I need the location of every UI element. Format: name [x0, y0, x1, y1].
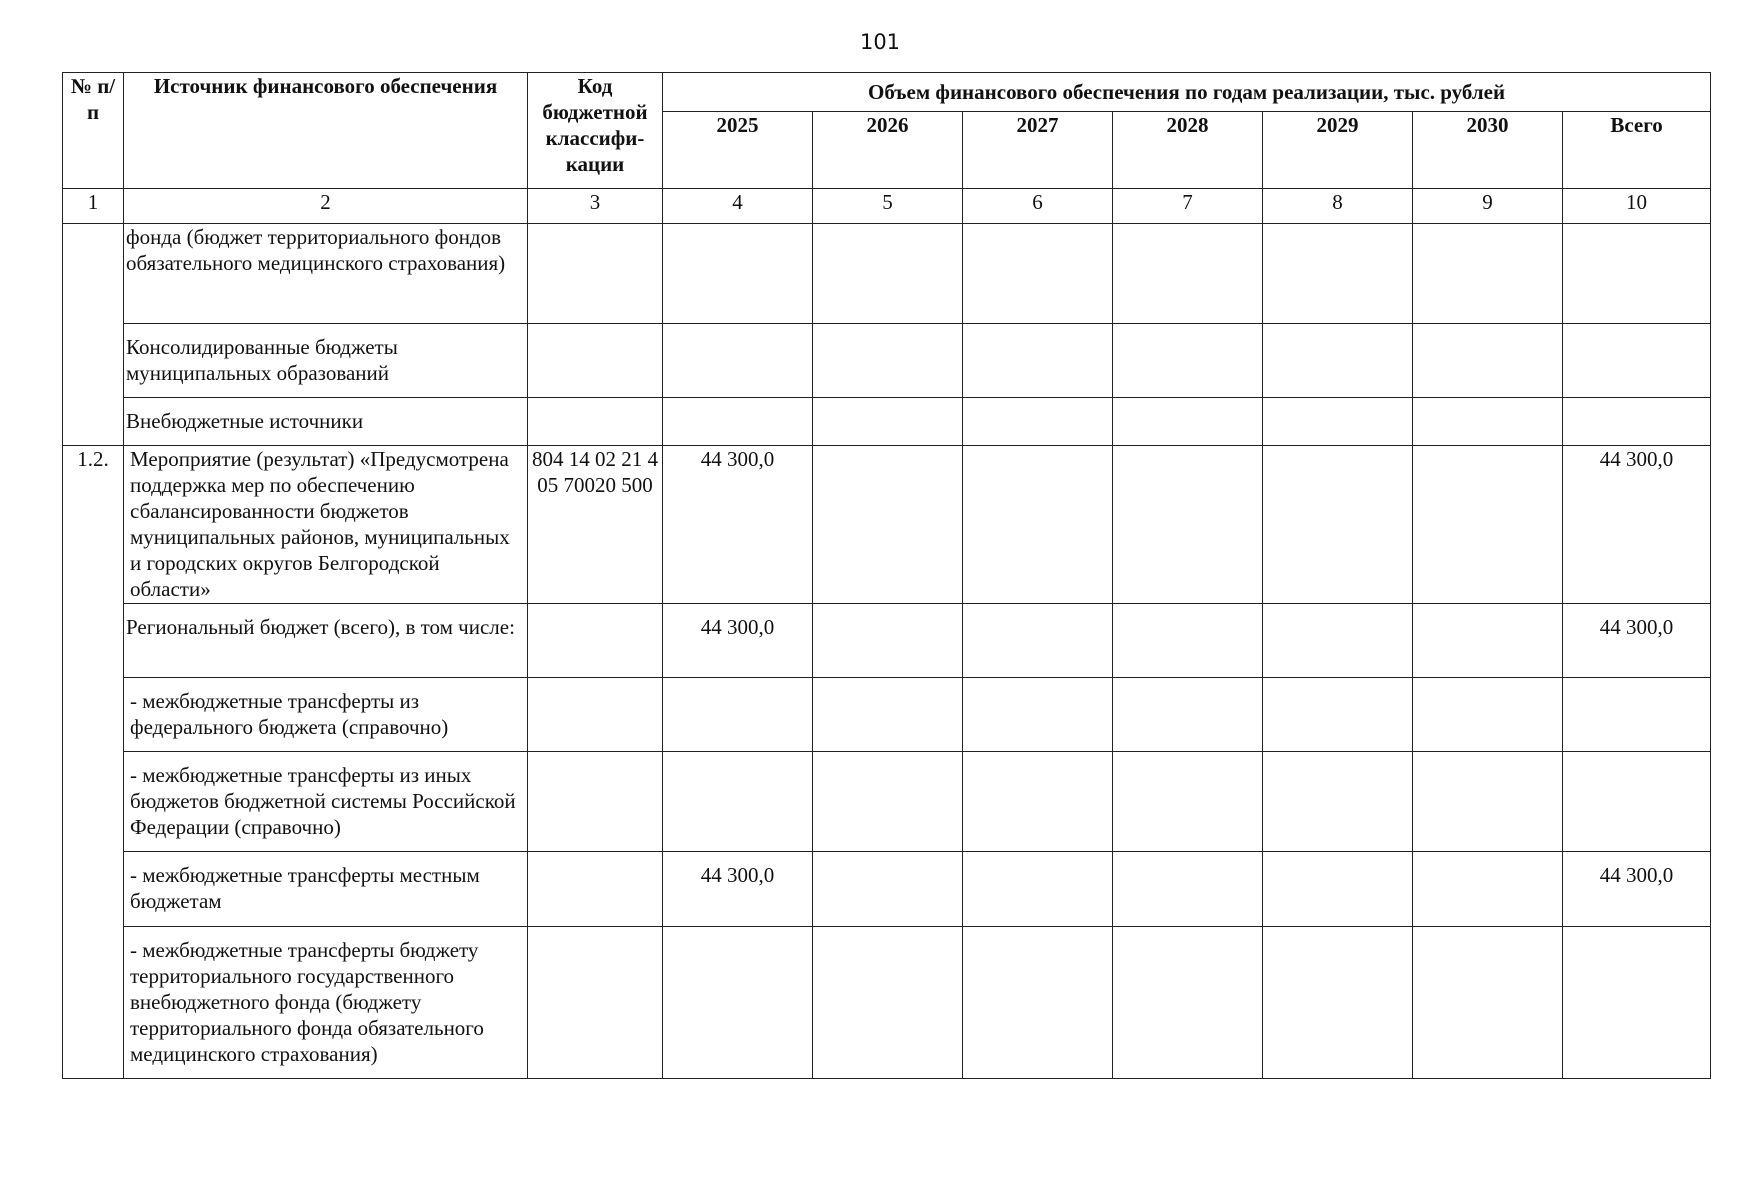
row-value [1563, 752, 1711, 852]
row-value [1413, 752, 1563, 852]
row-value: 44 300,0 [663, 446, 813, 604]
row-source: - межбюджетные трансферты из федерального бюджета (справочно) [124, 678, 528, 752]
header-source: Источник финансового обеспечения [124, 73, 528, 189]
row-value [1113, 324, 1263, 398]
row-value [663, 678, 813, 752]
row-value: 44 300,0 [1563, 446, 1711, 604]
row-value [963, 752, 1113, 852]
header-volume: Объем финансового обеспечения по годам реализации, тыс. рублей [663, 73, 1711, 112]
column-number: 8 [1263, 189, 1413, 224]
row-num [63, 224, 124, 446]
column-number: 7 [1113, 189, 1263, 224]
row-code [528, 604, 663, 678]
column-number: 10 [1563, 189, 1711, 224]
row-value: 44 300,0 [1563, 604, 1711, 678]
header-year: 2028 [1113, 112, 1263, 189]
row-value [1413, 927, 1563, 1079]
row-value [1263, 852, 1413, 927]
row-value [1113, 678, 1263, 752]
row-value [963, 678, 1113, 752]
row-value [1563, 324, 1711, 398]
row-value: 44 300,0 [663, 852, 813, 927]
row-value [1563, 224, 1711, 324]
table-row [63, 852, 1711, 927]
header-year: 2025 [663, 112, 813, 189]
row-source: Консолидированные бюджеты муниципальных образований [124, 324, 528, 398]
row-value [1113, 446, 1263, 604]
row-value [1413, 398, 1563, 446]
row-code [528, 678, 663, 752]
row-value [663, 927, 813, 1079]
row-value [813, 324, 963, 398]
table-row [63, 678, 1711, 752]
column-number: 1 [63, 189, 124, 224]
row-value [963, 604, 1113, 678]
row-value [1263, 446, 1413, 604]
row-value [1263, 324, 1413, 398]
header-year: 2027 [963, 112, 1113, 189]
column-number: 5 [813, 189, 963, 224]
row-value: 44 300,0 [1563, 852, 1711, 927]
row-value [1113, 927, 1263, 1079]
row-value [1263, 224, 1413, 324]
row-value [1263, 678, 1413, 752]
header-total: Всего [1563, 112, 1711, 189]
row-value [1413, 604, 1563, 678]
row-code [528, 398, 663, 446]
header-year: 2030 [1413, 112, 1563, 189]
row-source: фонда (бюджет территориального фондов обязательного медицинского страхования) [124, 224, 528, 324]
table-row [63, 446, 1711, 604]
row-value: 44 300,0 [663, 604, 813, 678]
column-number: 2 [124, 189, 528, 224]
row-source: Мероприятие (результат) «Предусмотрена поддержка мер по обеспечению сбалансированности бюджетов муниципальных районов, муниципальных и городских округов Белгородской области» [124, 446, 528, 604]
row-code: 804 14 02 21 4 05 70020 500 [528, 446, 663, 604]
row-code [528, 324, 663, 398]
row-value [1263, 927, 1413, 1079]
page-number: 101 [859, 30, 901, 54]
row-value [813, 224, 963, 324]
column-number: 4 [663, 189, 813, 224]
table-row [63, 398, 1711, 446]
row-code [528, 927, 663, 1079]
row-value [963, 398, 1113, 446]
row-value [1113, 752, 1263, 852]
row-source: Внебюджетные источники [124, 398, 528, 446]
row-value [1113, 224, 1263, 324]
row-value [813, 446, 963, 604]
row-code [528, 852, 663, 927]
header-num: № п/п [63, 73, 124, 189]
row-code [528, 752, 663, 852]
row-source: - межбюджетные трансферты из иных бюджетов бюджетной системы Российской Федерации (справочно) [124, 752, 528, 852]
table-row [63, 324, 1711, 398]
financing-table [62, 72, 1711, 1079]
row-value [813, 398, 963, 446]
row-value [963, 224, 1113, 324]
table-row [63, 752, 1711, 852]
row-code [528, 224, 663, 324]
row-value [663, 752, 813, 852]
table-row [63, 224, 1711, 324]
row-value [963, 927, 1113, 1079]
column-number: 3 [528, 189, 663, 224]
row-value [1563, 927, 1711, 1079]
header-year: 2029 [1263, 112, 1413, 189]
row-value [1413, 224, 1563, 324]
row-value [663, 398, 813, 446]
row-value [1113, 398, 1263, 446]
row-value [1563, 678, 1711, 752]
row-value [1413, 324, 1563, 398]
row-value [663, 224, 813, 324]
row-value [1113, 604, 1263, 678]
row-value [1413, 852, 1563, 927]
row-value [813, 852, 963, 927]
column-number: 9 [1413, 189, 1563, 224]
row-source: - межбюджетные трансферты местным бюджетам [124, 852, 528, 927]
row-value [1413, 446, 1563, 604]
row-value [1113, 852, 1263, 927]
row-value [1263, 752, 1413, 852]
row-value [963, 852, 1113, 927]
row-value [1263, 604, 1413, 678]
table-row [63, 604, 1711, 678]
header-year: 2026 [813, 112, 963, 189]
row-source: Региональный бюджет (всего), в том числе: [124, 604, 528, 678]
row-source: - межбюджетные трансферты бюджету территориального государственного внебюджетного фонда (бюджету территориального фонда обязательного медицинского страхования) [124, 927, 528, 1079]
row-value [963, 324, 1113, 398]
row-value [1263, 398, 1413, 446]
header-code: Код бюджетной классифи-кации [528, 73, 663, 189]
row-value [813, 927, 963, 1079]
row-value [813, 752, 963, 852]
row-value [813, 604, 963, 678]
table-row [63, 927, 1711, 1079]
column-number: 6 [963, 189, 1113, 224]
row-value [663, 324, 813, 398]
row-value [963, 446, 1113, 604]
row-num: 1.2. [63, 446, 124, 1079]
row-value [813, 678, 963, 752]
row-value [1563, 398, 1711, 446]
row-value [1413, 678, 1563, 752]
